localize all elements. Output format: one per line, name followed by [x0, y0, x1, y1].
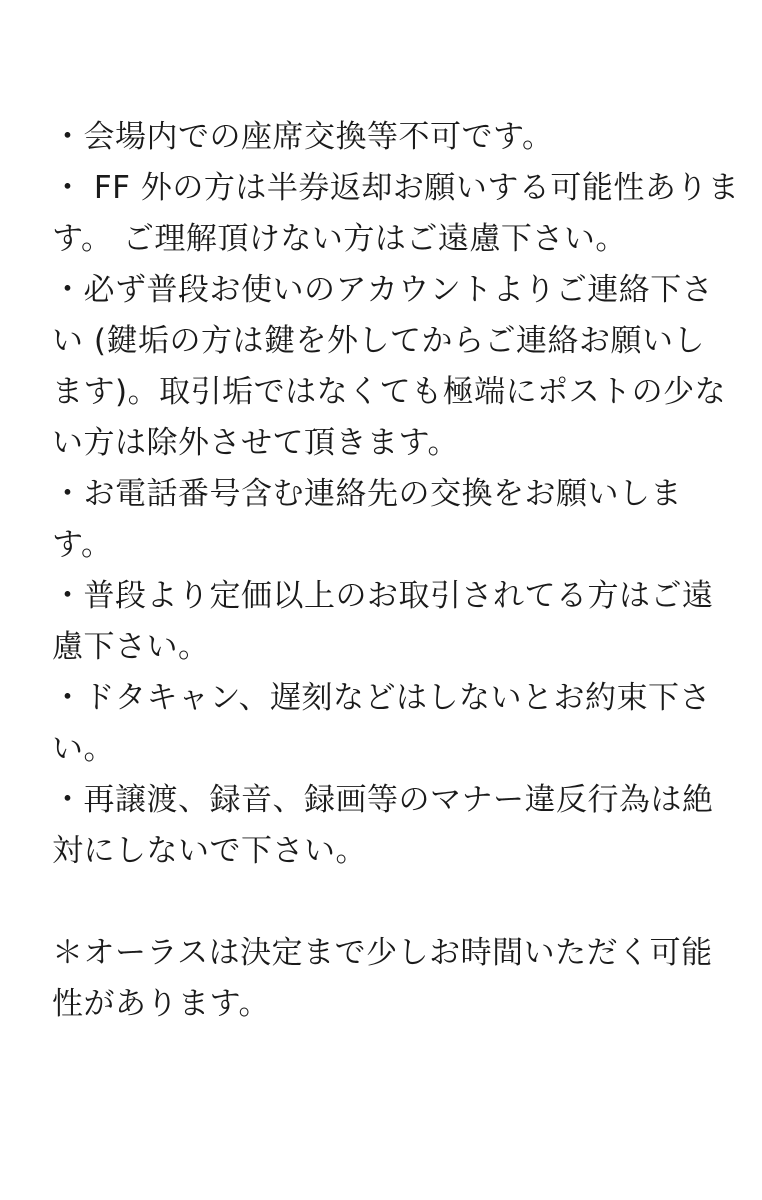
rule-line-contact-1: ・お電話番号含む連絡先の交換をお願いしま — [52, 476, 682, 512]
rule-line-account-4: い方は除外させて頂きます。 — [52, 425, 460, 461]
rule-line-no-show-1: ・ドタキャン、遅刻などはしないとお約束下さ — [52, 680, 712, 716]
rule-line-ticket-stub-2: す。 ご理解頂けない方はご遠慮下さい。 — [52, 221, 627, 257]
rule-line-price-1: ・普段より定価以上のお取引されてる方はご遠 — [52, 578, 714, 614]
rule-line-manners-2: 対にしないで下さい。 — [52, 833, 367, 869]
rule-line-seat-exchange: ・会場内での座席交換等不可です。 — [52, 119, 554, 155]
rule-line-contact-2: す。 — [52, 527, 113, 563]
rule-line-manners-1: ・再譲渡、録音、録画等のマナー違反行為は絶 — [52, 782, 714, 818]
blank-line — [52, 877, 712, 928]
rule-line-account-1: ・必ず普段お使いのアカウントよりご連絡下さ — [52, 272, 714, 308]
footnote-line-1: ＊オーラスは決定まで少しお時間いただく可能 — [52, 935, 713, 971]
rule-line-ticket-stub-1: ・ FF 外の方は半券返却お願いする可能性ありま — [52, 170, 740, 206]
rule-line-account-3: ます)。取引垢ではなくても極端にポストの少な — [52, 374, 727, 410]
notice-text-block — [52, 112, 740, 1030]
rule-line-no-show-2: い。 — [52, 731, 115, 767]
footnote-line-2: 性があります。 — [52, 986, 271, 1022]
rule-line-account-2: い (鍵垢の方は鍵を外してからご連絡お願いし — [52, 323, 705, 359]
rule-line-price-2: 慮下さい。 — [52, 629, 210, 665]
